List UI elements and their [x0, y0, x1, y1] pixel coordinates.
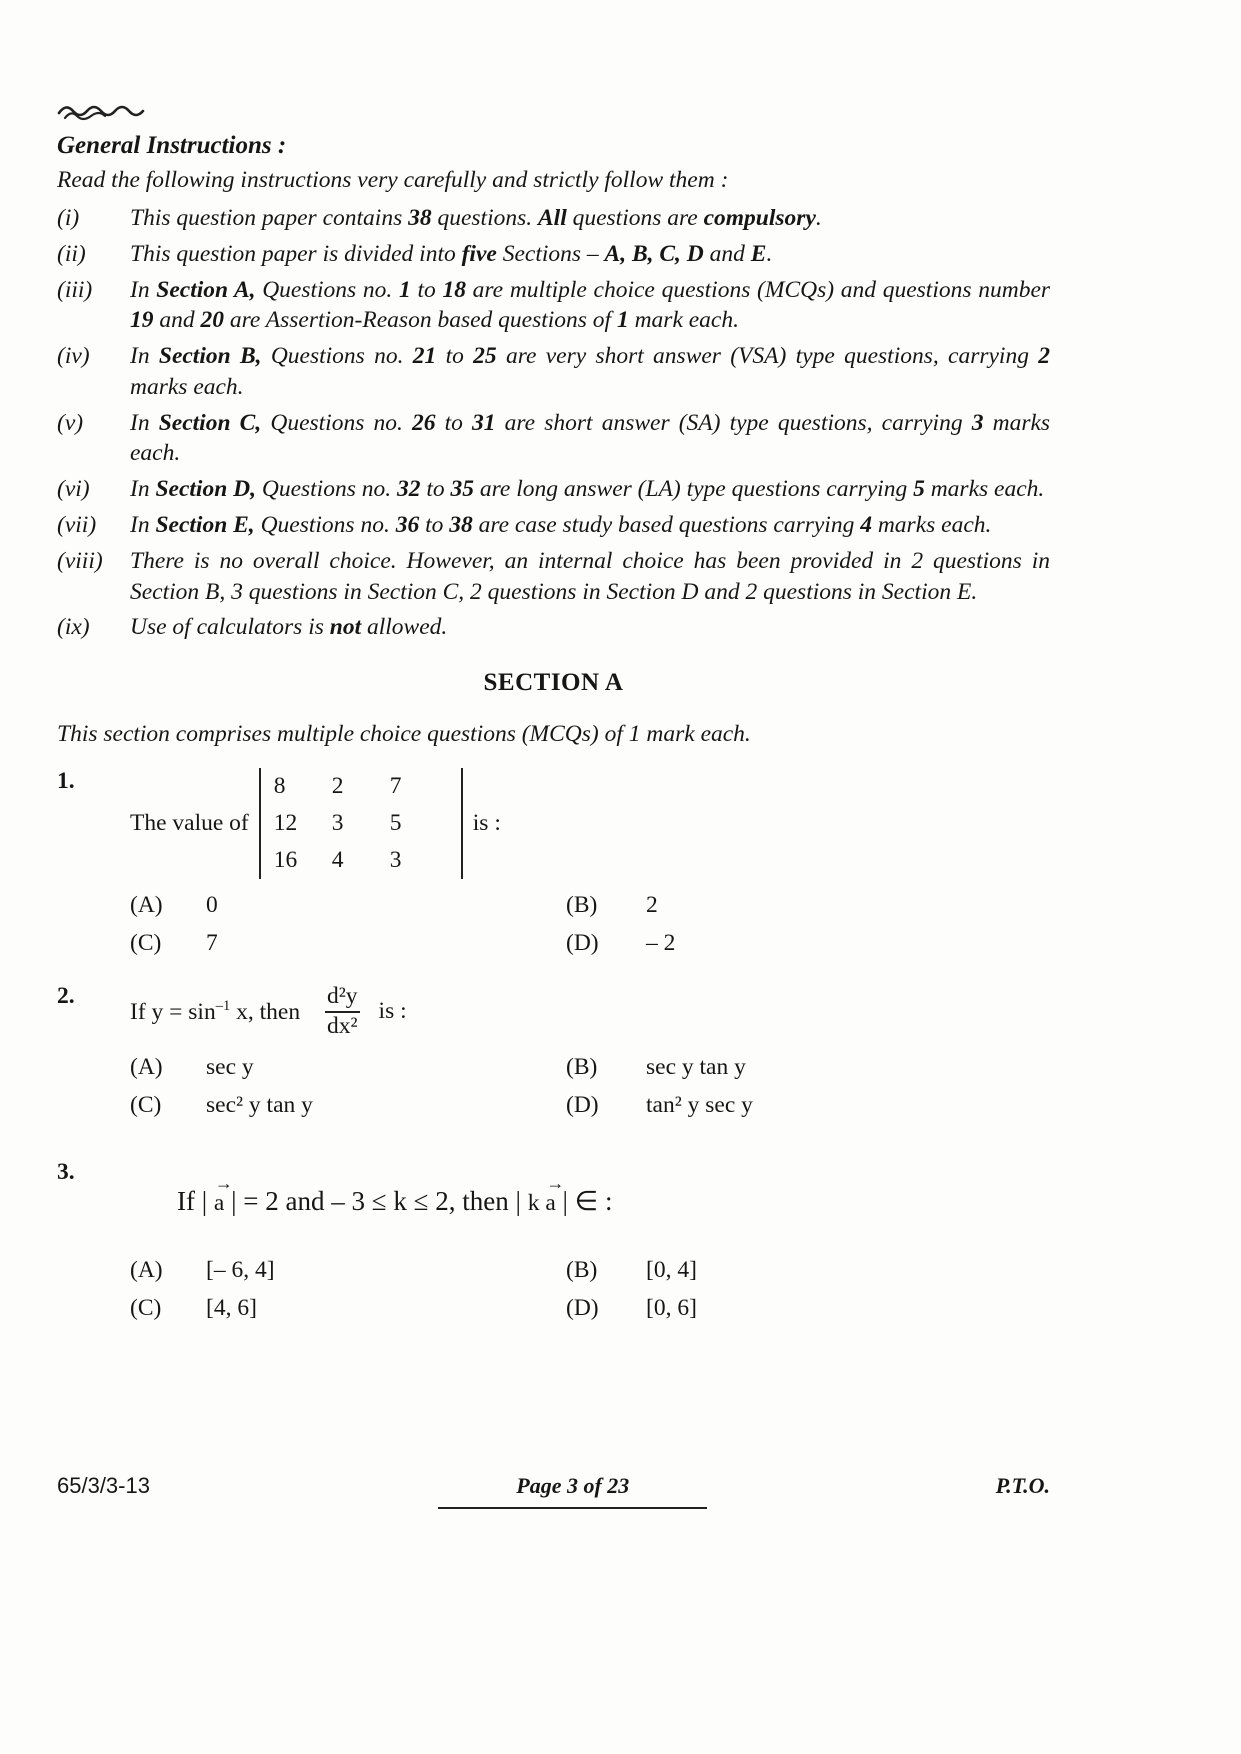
instruction-text: [130, 408, 1050, 470]
option-label: (A): [130, 1256, 163, 1283]
instruction-number: (ix): [57, 614, 90, 641]
text-segment: 38: [408, 205, 432, 231]
vector-arrow-icon: →: [546, 1172, 565, 1193]
text-segment: 31: [472, 409, 496, 436]
instruction-number: (ii): [57, 240, 86, 267]
text-segment: 21: [412, 343, 437, 370]
text-segment: Section C,: [158, 409, 262, 436]
text-segment: Questions no.: [255, 476, 397, 503]
stem-text: [130, 998, 306, 1026]
text-segment: to: [420, 476, 451, 503]
stem-text: The value of: [130, 810, 249, 837]
text-segment: Questions no.: [255, 276, 399, 303]
option-label: (D): [566, 1091, 599, 1118]
text-segment: are very short answer (VSA) type questions, carrying: [496, 343, 1039, 370]
instruction-text: [130, 546, 1050, 608]
vector-symbol: a: [545, 1189, 556, 1216]
option-label: (D): [566, 930, 599, 957]
pto-label: P.T.O.: [995, 1473, 1050, 1498]
text-segment: and: [703, 240, 751, 267]
text-segment: E: [750, 240, 767, 267]
matrix-cell: 5: [389, 810, 402, 837]
text-segment: marks each.: [130, 373, 244, 400]
text-segment: five: [461, 240, 497, 267]
question-number: 2.: [57, 983, 75, 1010]
squiggle-icon: [57, 100, 147, 122]
determinant: [259, 768, 463, 879]
instruction-text: [130, 275, 1050, 337]
text-segment: Section B,: [158, 343, 262, 370]
instruction-text: [130, 341, 1050, 403]
question-stem: [130, 1143, 1050, 1244]
instruction-item: [57, 203, 1050, 234]
instruction-list: [57, 203, 1050, 643]
text-segment: 3: [971, 409, 984, 436]
section-a-title: SECTION A: [483, 669, 624, 697]
fraction-numerator: d²y: [327, 983, 358, 1010]
instruction-item: [57, 239, 1050, 270]
stem-text: If y = sin: [130, 998, 216, 1025]
exponent: –1: [215, 997, 231, 1014]
text-segment: This question paper contains: [130, 205, 409, 231]
vector-a: [213, 1172, 233, 1217]
option-text: sec y: [206, 1053, 254, 1080]
stem-text: If |: [177, 1185, 214, 1216]
text-segment: allowed.: [361, 614, 448, 641]
option-label: (C): [130, 1294, 162, 1321]
section-a-subtitle: This section comprises multiple choice questions (MCQs) of 1 mark each.: [57, 721, 751, 748]
fraction-denominator: dx²: [327, 1012, 358, 1039]
text-segment: marks each.: [871, 512, 992, 539]
vector-symbol: a: [213, 1189, 225, 1216]
text-segment: and: [153, 307, 201, 334]
option-text: 0: [206, 892, 218, 919]
text-segment: Sections –: [496, 240, 605, 267]
text-segment: 5: [913, 476, 925, 503]
text-segment: 1: [616, 307, 629, 334]
instruction-number: (viii): [57, 547, 103, 574]
text-segment: 20: [200, 307, 224, 334]
text-segment: This question paper is divided into: [130, 240, 462, 267]
text-segment: compulsory: [703, 205, 816, 231]
instruction-item: [57, 275, 1050, 337]
options-grid: [130, 1257, 1050, 1322]
vector-ka: [545, 1172, 565, 1217]
text-segment: 19: [130, 307, 154, 334]
stem-text: | = 2 and – 3 ≤ k ≤ 2, then |: [224, 1185, 528, 1216]
option-text: sec y tan y: [646, 1053, 746, 1080]
text-segment: 26: [411, 409, 436, 436]
question-stem: [130, 768, 1050, 879]
question-number: 3.: [57, 1158, 75, 1185]
instruction-text: [130, 239, 1050, 270]
option-label: (D): [566, 1294, 599, 1321]
question-number: 1.: [57, 768, 75, 795]
matrix-cell: 4: [331, 847, 344, 874]
option-text: [– 6, 4]: [206, 1256, 275, 1283]
text-segment: are multiple choice questions (MCQs) and questions number: [465, 276, 1051, 303]
instruction-number: (i): [57, 205, 80, 231]
instruction-item: [57, 408, 1050, 470]
stem-text: | ∈ :: [555, 1185, 613, 1216]
text-segment: Section A,: [156, 276, 256, 303]
matrix-cell: 12: [273, 810, 298, 837]
text-segment: In: [130, 476, 156, 503]
text-segment: 2: [1038, 343, 1051, 370]
text-segment: to: [419, 512, 450, 539]
paper-code: 65/3/3-13: [57, 1473, 150, 1498]
text-segment: Use of calculators is: [130, 614, 330, 641]
text-segment: 1: [399, 276, 411, 303]
text-segment: to: [436, 343, 474, 370]
option-text: [0, 6]: [646, 1294, 697, 1321]
text-segment: are long answer (LA) type questions carrying: [474, 476, 914, 503]
option-text: 7: [206, 930, 218, 957]
instruction-number: (v): [57, 409, 84, 436]
text-segment: 4: [860, 512, 872, 539]
question-3: [57, 1143, 1050, 1322]
question-body: [130, 1143, 1050, 1322]
text-segment: are short answer (SA) type questions, carrying: [495, 409, 972, 436]
instruction-item: [57, 546, 1050, 608]
option-text: – 2: [646, 930, 676, 957]
text-segment: .: [766, 240, 773, 267]
instruction-text: [130, 510, 1050, 541]
question-1: [57, 768, 1050, 957]
text-segment: In: [130, 512, 156, 539]
text-segment: Questions no.: [254, 512, 396, 539]
text-segment: 38: [449, 512, 473, 539]
stem-text: is :: [378, 998, 407, 1025]
question-stem: [130, 983, 1050, 1040]
text-segment: Section D,: [155, 476, 256, 503]
option-text: sec² y tan y: [206, 1091, 313, 1118]
instruction-item: [57, 341, 1050, 403]
instruction-text: [130, 203, 1050, 234]
option-label: (C): [130, 930, 162, 957]
text-segment: In: [130, 276, 157, 303]
text-segment: 35: [450, 476, 475, 503]
text-segment: are case study based questions carrying: [472, 512, 861, 539]
instruction-number: (iv): [57, 343, 90, 370]
text-segment: 25: [473, 343, 497, 370]
option-label: (B): [566, 1053, 598, 1080]
determinant-grid: [274, 773, 448, 874]
text-segment: 36: [395, 512, 420, 539]
text-segment: .: [815, 205, 822, 231]
general-instructions-title: General Instructions :: [57, 132, 287, 159]
option-label: (A): [130, 892, 163, 919]
option-text: 2: [646, 892, 658, 919]
text-segment: marks each.: [130, 409, 1051, 467]
matrix-cell: 7: [389, 773, 402, 800]
vector-arrow-icon: →: [214, 1172, 233, 1193]
text-segment: are Assertion-Reason based questions of: [224, 307, 617, 334]
text-segment: marks each.: [924, 476, 1045, 503]
page-number: Page 3 of 23: [438, 1473, 707, 1509]
instruction-text: [130, 612, 1050, 643]
instruction-number: (vii): [57, 512, 97, 539]
text-segment: A, B, C, D: [604, 240, 704, 267]
text-segment: to: [410, 276, 443, 303]
text-segment: In: [130, 343, 159, 370]
text-segment: 32: [396, 476, 421, 503]
instruction-number: (vi): [57, 476, 90, 503]
matrix-cell: 3: [389, 847, 402, 874]
fraction: [325, 983, 360, 1040]
instruction-text: [130, 474, 1050, 505]
stem-text: is :: [472, 810, 501, 837]
page-footer: [57, 1473, 1050, 1509]
text-segment: Questions no.: [261, 343, 413, 370]
option-text: [4, 6]: [206, 1294, 257, 1321]
text-segment: questions are: [566, 205, 704, 231]
stem-text: x, then: [230, 998, 306, 1025]
question-body: [130, 983, 1050, 1118]
option-text: [0, 4]: [646, 1256, 697, 1283]
matrix-cell: 3: [331, 810, 344, 837]
instruction-number: (iii): [57, 276, 93, 303]
matrix-cell: 8: [273, 773, 286, 800]
text-segment: questions.: [431, 205, 538, 231]
general-instructions-subtitle: Read the following instructions very carefully and strictly follow them :: [57, 167, 729, 193]
instruction-item: [57, 510, 1050, 541]
options-grid: [130, 1054, 1050, 1119]
text-segment: All: [538, 205, 567, 231]
instruction-item: [57, 612, 1050, 643]
text-segment: 18: [442, 276, 466, 303]
matrix-cell: 16: [273, 847, 298, 874]
question-body: [130, 768, 1050, 957]
text-segment: not: [329, 614, 362, 641]
text-segment: Section E,: [155, 512, 255, 539]
option-label: (B): [566, 892, 598, 919]
matrix-cell: 2: [331, 773, 344, 800]
text-segment: mark each.: [628, 307, 739, 334]
text-segment: In: [130, 409, 159, 436]
option-label: (B): [566, 1256, 598, 1283]
options-grid: [130, 892, 1050, 957]
stem-text: k: [527, 1189, 546, 1216]
option-label: (A): [130, 1053, 163, 1080]
question-2: [57, 983, 1050, 1118]
text-segment: There is no overall choice. However, an internal choice has been provided in 2 questions in Section B, 3 questions in Section C, 2 questions in Section D and 2 questions in Section E.: [130, 547, 1050, 605]
text-segment: to: [435, 409, 473, 436]
option-text: tan² y sec y: [646, 1091, 753, 1118]
instruction-item: [57, 474, 1050, 505]
option-label: (C): [130, 1091, 162, 1118]
text-segment: Questions no.: [261, 409, 412, 436]
